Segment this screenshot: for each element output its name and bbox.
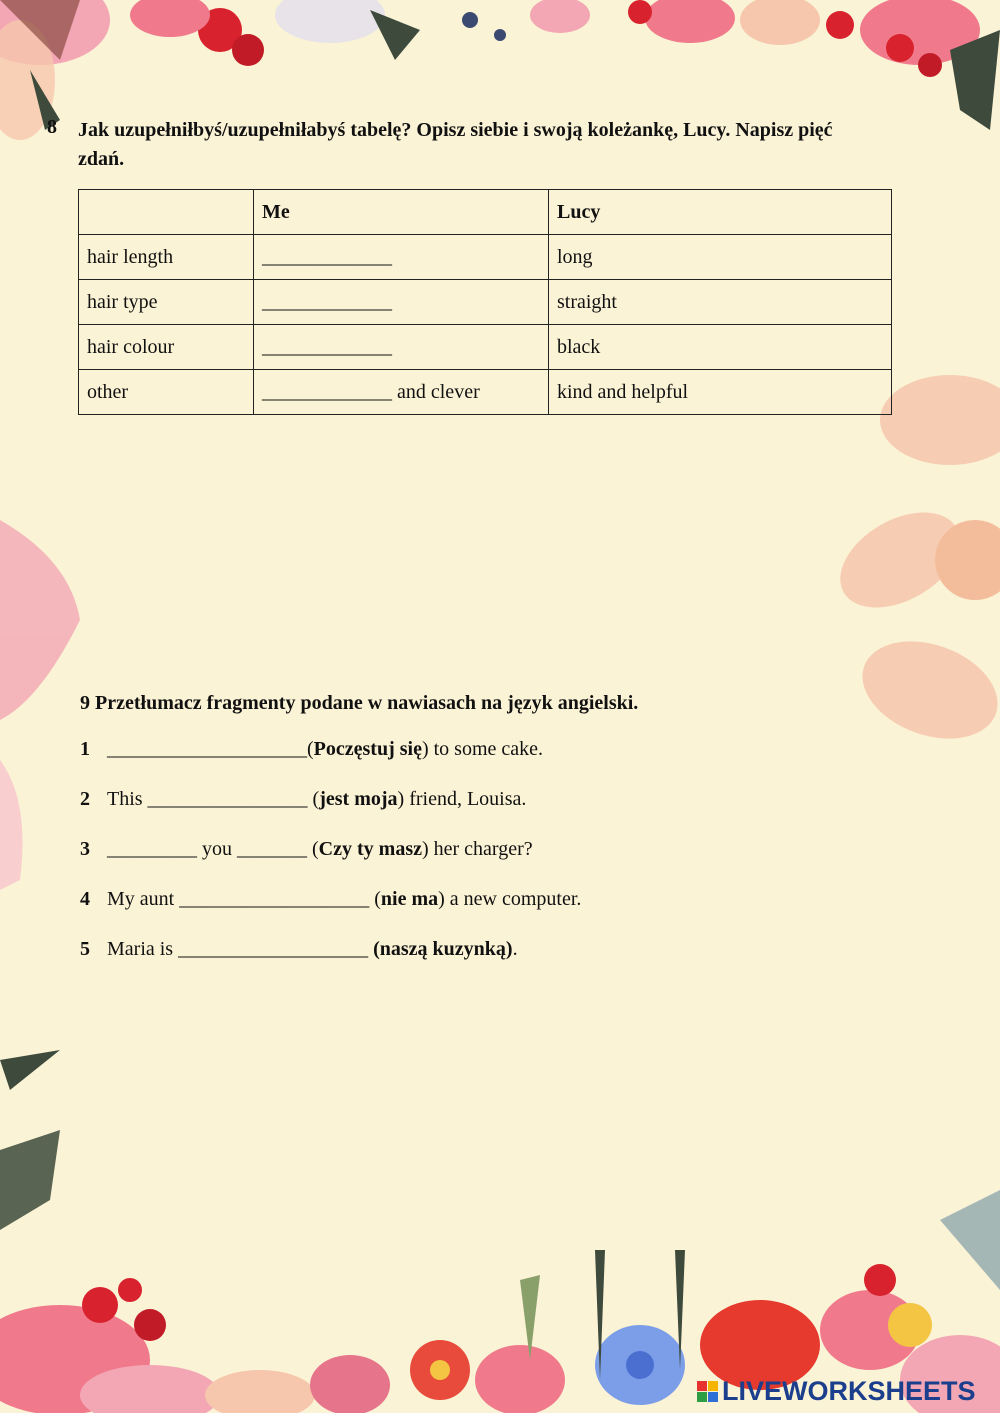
item-rest-text: ) friend, Louisa. (397, 788, 527, 810)
row-label: hair length (79, 235, 254, 280)
translation-item (80, 838, 533, 861)
table-header-me: Me (254, 190, 549, 235)
item-blank-text[interactable]: My aunt ___________________ ( (107, 888, 381, 910)
me-answer-blank[interactable]: _____________ (254, 280, 549, 325)
item-polish-phrase: (naszą kuzynką) (373, 938, 513, 960)
row-label: hair colour (79, 325, 254, 370)
badge-tile (697, 1392, 707, 1402)
row-label: other (79, 370, 254, 415)
item-blank-text[interactable]: This ________________ ( (107, 788, 320, 810)
item-blank-text[interactable]: _________ you _______ ( (107, 838, 319, 860)
item-polish-phrase: jest moja (319, 788, 398, 810)
item-rest-text: ) to some cake. (421, 738, 544, 760)
lucy-value: kind and helpful (549, 370, 892, 415)
table-row (79, 370, 892, 415)
table-header-row (79, 190, 892, 235)
item-polish-phrase: nie ma (380, 888, 439, 910)
lucy-value: long (549, 235, 892, 280)
badge-tile (708, 1381, 718, 1391)
item-rest-text: ) a new computer. (438, 888, 582, 910)
exercise-9-title: 9 Przetłumacz fragmenty podane w nawiasach na język angielski. (80, 692, 639, 714)
translation-item (80, 738, 543, 761)
bottom-floral-border (0, 1050, 1000, 1413)
item-polish-phrase: Czy ty masz (318, 838, 422, 860)
item-polish-phrase: Poczęstuj się (313, 738, 422, 760)
badge-tile (697, 1381, 707, 1391)
item-number: 2 (80, 788, 90, 810)
translation-item (80, 788, 526, 811)
table-header-cell (79, 190, 254, 235)
liveworksheets-logo[interactable] (697, 1376, 976, 1407)
left-pink-petal (0, 520, 80, 890)
item-blank-text[interactable]: Maria is ___________________ (107, 938, 374, 960)
badge-tile (708, 1392, 718, 1402)
row-label: hair type (79, 280, 254, 325)
item-number: 3 (80, 838, 90, 860)
logo-badge-icon (697, 1381, 718, 1402)
description-table (78, 189, 892, 415)
table-header-lucy: Lucy (549, 190, 892, 235)
lucy-value: black (549, 325, 892, 370)
item-number: 4 (80, 888, 90, 910)
table-row (79, 280, 892, 325)
table-row (79, 235, 892, 280)
item-number: 1 (80, 738, 90, 760)
me-answer-blank[interactable]: _____________ (254, 235, 549, 280)
translation-item (80, 888, 581, 911)
table-row (79, 325, 892, 370)
translation-item (80, 938, 518, 961)
exercise-8-number: 8 (47, 116, 57, 138)
right-peach-flower (824, 375, 1000, 756)
item-rest-text: ) her charger? (421, 838, 533, 860)
exercise-8-instruction: Jak uzupełniłbyś/uzupełniłabyś tabelę? Opisz siebie i swoją koleżankę, Lucy. Napisz pięć zdań. (78, 119, 833, 170)
item-blank-text[interactable]: ____________________( (107, 738, 314, 760)
logo-text: LIVEWORKSHEETS (722, 1376, 976, 1406)
item-rest-text: . (512, 938, 518, 960)
lucy-value: straight (549, 280, 892, 325)
me-answer-blank[interactable]: _____________ and clever (254, 370, 549, 415)
me-answer-blank[interactable]: _____________ (254, 325, 549, 370)
item-number: 5 (80, 938, 90, 960)
